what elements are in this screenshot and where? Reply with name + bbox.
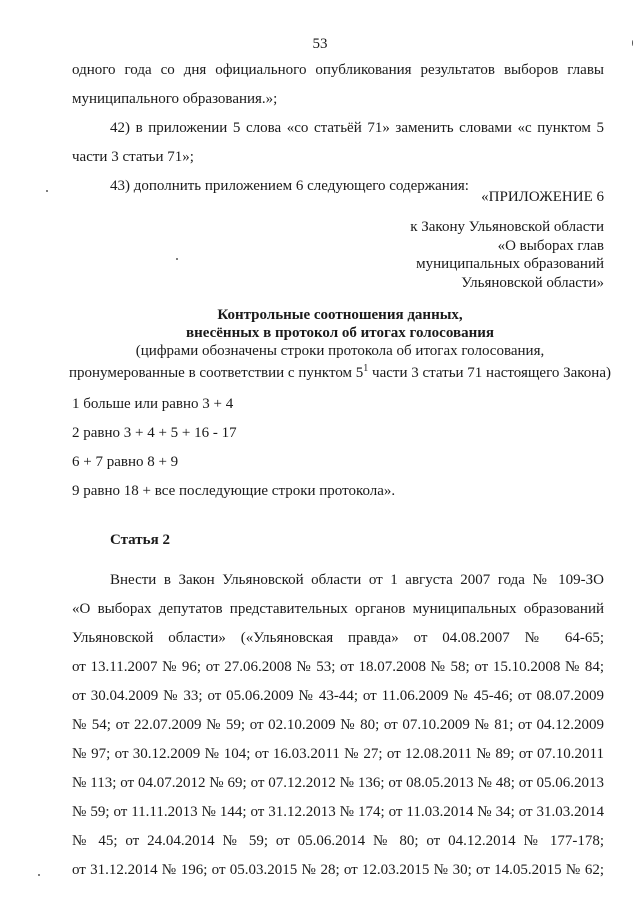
formula-line: 9 равно 18 + все последующие строки протокола». bbox=[72, 483, 396, 499]
item-42-line-2: части 3 статьи 71»; bbox=[72, 149, 194, 165]
page-number: 53 bbox=[312, 36, 328, 52]
article-line: Ульяновской области» («Ульяновская правда» от 04.08.2007 № 64-65; bbox=[72, 630, 604, 646]
scan-speck bbox=[38, 874, 40, 876]
title-note-2-prefix: пронумерованные в соответствии с пунктом 5 bbox=[68, 365, 364, 381]
section-title bbox=[40, 306, 640, 382]
intro-line-1: одного года со дня официального опубликования результатов выборов главы bbox=[72, 62, 604, 78]
title-note-2-superscript: 1 bbox=[363, 363, 369, 374]
appendix-subtitle bbox=[300, 218, 604, 292]
article-line: от 30.04.2009 № 33; от 05.06.2009 № 43-44; от 11.06.2009 № 45-46; от 08.07.2009 bbox=[72, 688, 604, 704]
appendix-heading: «ПРИЛОЖЕНИЕ 6 bbox=[481, 189, 604, 205]
title-note-1: (цифрами обозначены строки протокола об итогах голосования, bbox=[135, 343, 545, 359]
appendix-line: к Закону Ульяновской области bbox=[410, 219, 604, 235]
scan-speck bbox=[46, 190, 48, 192]
title-line-2: внесённых в протокол об итогах голосования bbox=[186, 325, 494, 341]
article-line: от 31.12.2014 № 196; от 05.03.2015 № 28; от 12.03.2015 № 30; от 14.05.2015 № 62; bbox=[72, 862, 604, 878]
article-line: от 13.11.2007 № 96; от 27.06.2008 № 53; от 18.07.2008 № 58; от 15.10.2008 № 84; bbox=[72, 659, 604, 675]
intro-line-2: муниципального образования.»; bbox=[72, 91, 278, 107]
article-line: № 97; от 30.12.2009 № 104; от 16.03.2011 № 27; от 12.08.2011 № 89; от 07.10.2011 bbox=[72, 746, 604, 762]
formula-line: 6 + 7 равно 8 + 9 bbox=[72, 454, 179, 470]
scan-speck bbox=[176, 258, 178, 260]
appendix-line: «О выборах глав bbox=[497, 237, 604, 254]
article-line: № 59; от 11.11.2013 № 144; от 31.12.2013 № 174; от 11.03.2014 № 34; от 31.03.2014 bbox=[72, 804, 604, 820]
item-43: 43) дополнить приложением 6 следующего содержания: bbox=[110, 178, 469, 194]
article-line: «О выборах депутатов представительных органов муниципальных образований bbox=[72, 601, 604, 617]
article-heading: Статья 2 bbox=[110, 532, 170, 548]
formula-line: 1 больше или равно 3 + 4 bbox=[72, 396, 234, 412]
formula-line: 2 равно 3 + 4 + 5 + 16 - 17 bbox=[72, 425, 237, 441]
article-line: № 54; от 22.07.2009 № 59; от 02.10.2009 № 80; от 07.10.2009 № 81; от 04.12.2009 bbox=[72, 717, 604, 733]
article-line: № 113; от 04.07.2012 № 69; от 07.12.2012 № 136; от 08.05.2013 № 48; от 05.06.2013 bbox=[72, 775, 604, 791]
appendix-line: Ульяновской области» bbox=[461, 274, 604, 291]
article-line: № 45; от 24.04.2014 № 59; от 05.06.2014 № 80; от 04.12.2014 № 177-178; bbox=[72, 833, 604, 849]
appendix-line: муниципальных образований bbox=[416, 256, 604, 272]
title-note-2 bbox=[40, 360, 640, 382]
article-line: Внести в Закон Ульяновской области от 1 августа 2007 года № 109-ЗО bbox=[110, 572, 604, 588]
scan-speck bbox=[632, 40, 633, 46]
title-line-1: Контрольные соотношения данных, bbox=[217, 307, 463, 323]
item-42-line-1: 42) в приложении 5 слова «со статьёй 71» заменить словами «с пунктом 5 bbox=[110, 120, 604, 136]
title-note-2-suffix: части 3 статьи 71 настоящего Закона) bbox=[368, 365, 611, 381]
